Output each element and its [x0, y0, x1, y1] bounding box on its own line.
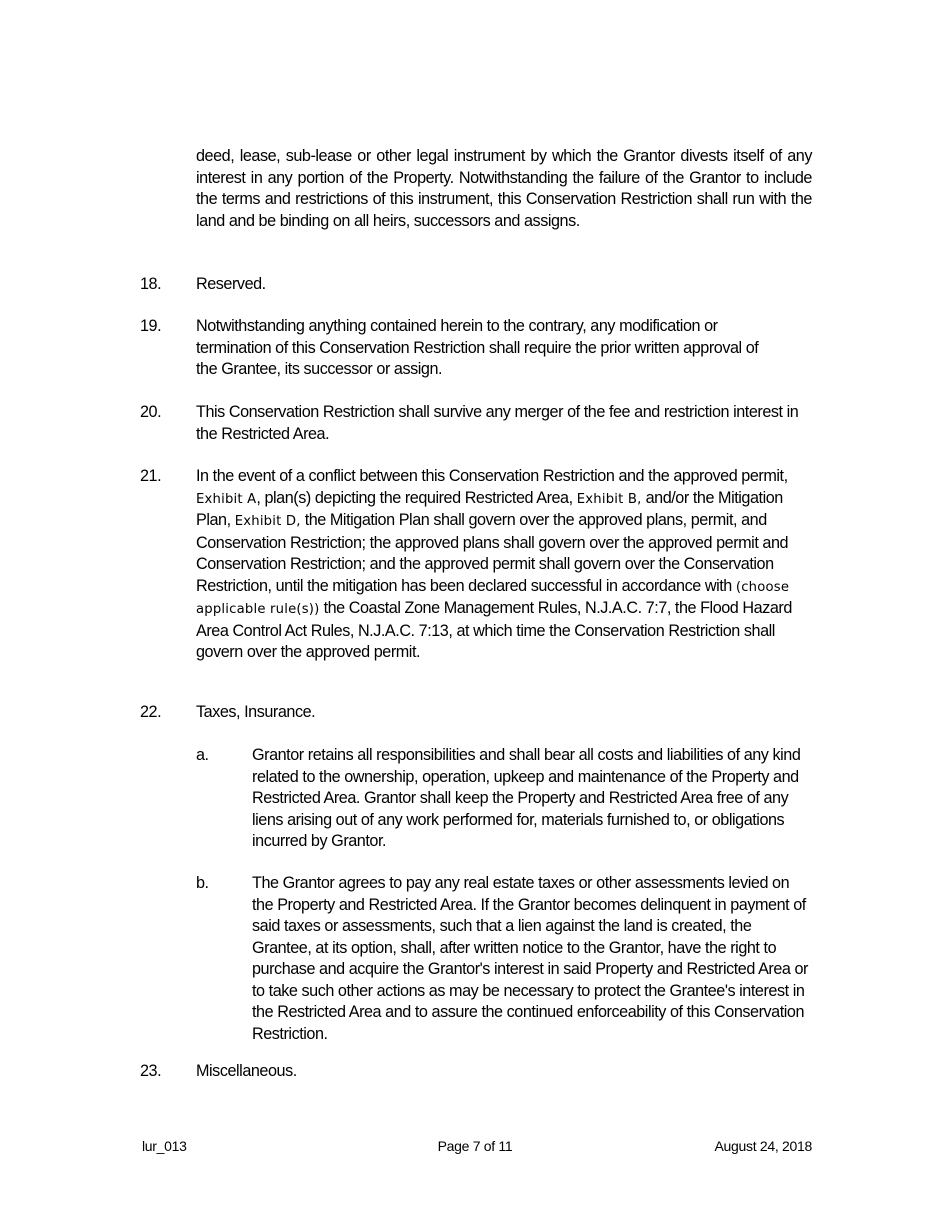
subitem-b-text: The Grantor agrees to pay any real estate taxes or other assessments levied on the Property and Restricted Area. If the Grantor becomes delinquent in payment of said taxes or assessments, such that a lien against the land is created, the Grantee, at its option, shall, after written notice to the Grantor, have the right to purchase and acquire the Grantor's interest in said Property and Restricted Area or to take such other actions as may be necessary to protect the Grantee's interest in the Restricted Area and to assure the continued enforceability of this Conservation Restriction.: [252, 874, 808, 1043]
item-21-part-1: In the event of a conflict between this Conservation Restriction and the approved permit,: [196, 467, 788, 485]
footer-document-id: lur_013: [142, 1138, 187, 1154]
item-18-text: Reserved.: [196, 275, 266, 293]
exhibit-d-reference: Exhibit D,: [234, 514, 301, 529]
item-number: 21.: [140, 467, 162, 485]
subitem-letter: a.: [196, 746, 209, 764]
subitem-a-text: Grantor retains all responsibilities and shall bear all costs and liabilities of any kind related to the ownership, operation, upkeep and maintenance of the Property and Restricted Area. Grantor shall keep the Property and Restricted Area free of any liens arising out of any work performed for, materials furnished to, or obligations incurred by Grantor.: [252, 746, 801, 850]
item-number: 22.: [140, 703, 162, 721]
item-21-part-3: and/or the Mitigation Plan,: [196, 488, 783, 529]
subitem-letter: b.: [196, 874, 209, 892]
exhibit-b-reference: Exhibit B,: [576, 491, 642, 507]
item-number: 19.: [140, 317, 162, 335]
item-21-part-4: the Mitigation Plan shall govern over the approved plans, permit, and Conservation Restriction; the approved plans shall govern over the approved permit and Conservation Restriction; and the approved permit shall govern over the Conservation Restriction, until the mitigation has been declared successful in accordance with: [196, 511, 789, 595]
footer-page-number: Page 7 of 11: [437, 1138, 513, 1154]
footer-date: August 24, 2018: [714, 1138, 812, 1154]
exhibit-a-reference: Exhibit A: [196, 491, 257, 507]
item-number: 23.: [140, 1062, 162, 1080]
item-20-text: This Conservation Restriction shall survive any merger of the fee and restriction interest in the Restricted Area.: [196, 403, 799, 443]
item-number: 18.: [140, 275, 162, 293]
item-number: 20.: [140, 403, 162, 421]
item-19-text: Notwithstanding anything contained herein to the contrary, any modification or termination of this Conservation Restriction shall require the prior written approval of the Grantee, its successor or assign.: [196, 317, 759, 378]
choose-rule-placeholder: (choose applicable rule(s)): [196, 579, 790, 617]
continuation-paragraph: deed, lease, sub-lease or other legal instrument by which the Grantor divests itself of any interest in any portion of the Property. Notwithstanding the failure of the Grantor to include the terms and restrictions of this instrument, this Conservation Restriction shall run with the land and be binding on all heirs, successors and assigns.: [196, 147, 812, 230]
item-21-text: [196, 466, 812, 664]
item-21-part-2: , plan(s) depicting the required Restricted Area,: [256, 488, 573, 507]
item-22-text: Taxes, Insurance.: [196, 703, 316, 721]
item-21-part-5: the Coastal Zone Management Rules, N.J.A.C. 7:7, the Flood Hazard Area Control Act Rules, N.J.A.C. 7:13, at which time the Conservation Restriction shall govern over the approved permit.: [196, 599, 792, 661]
item-23-text: Miscellaneous.: [196, 1062, 297, 1080]
